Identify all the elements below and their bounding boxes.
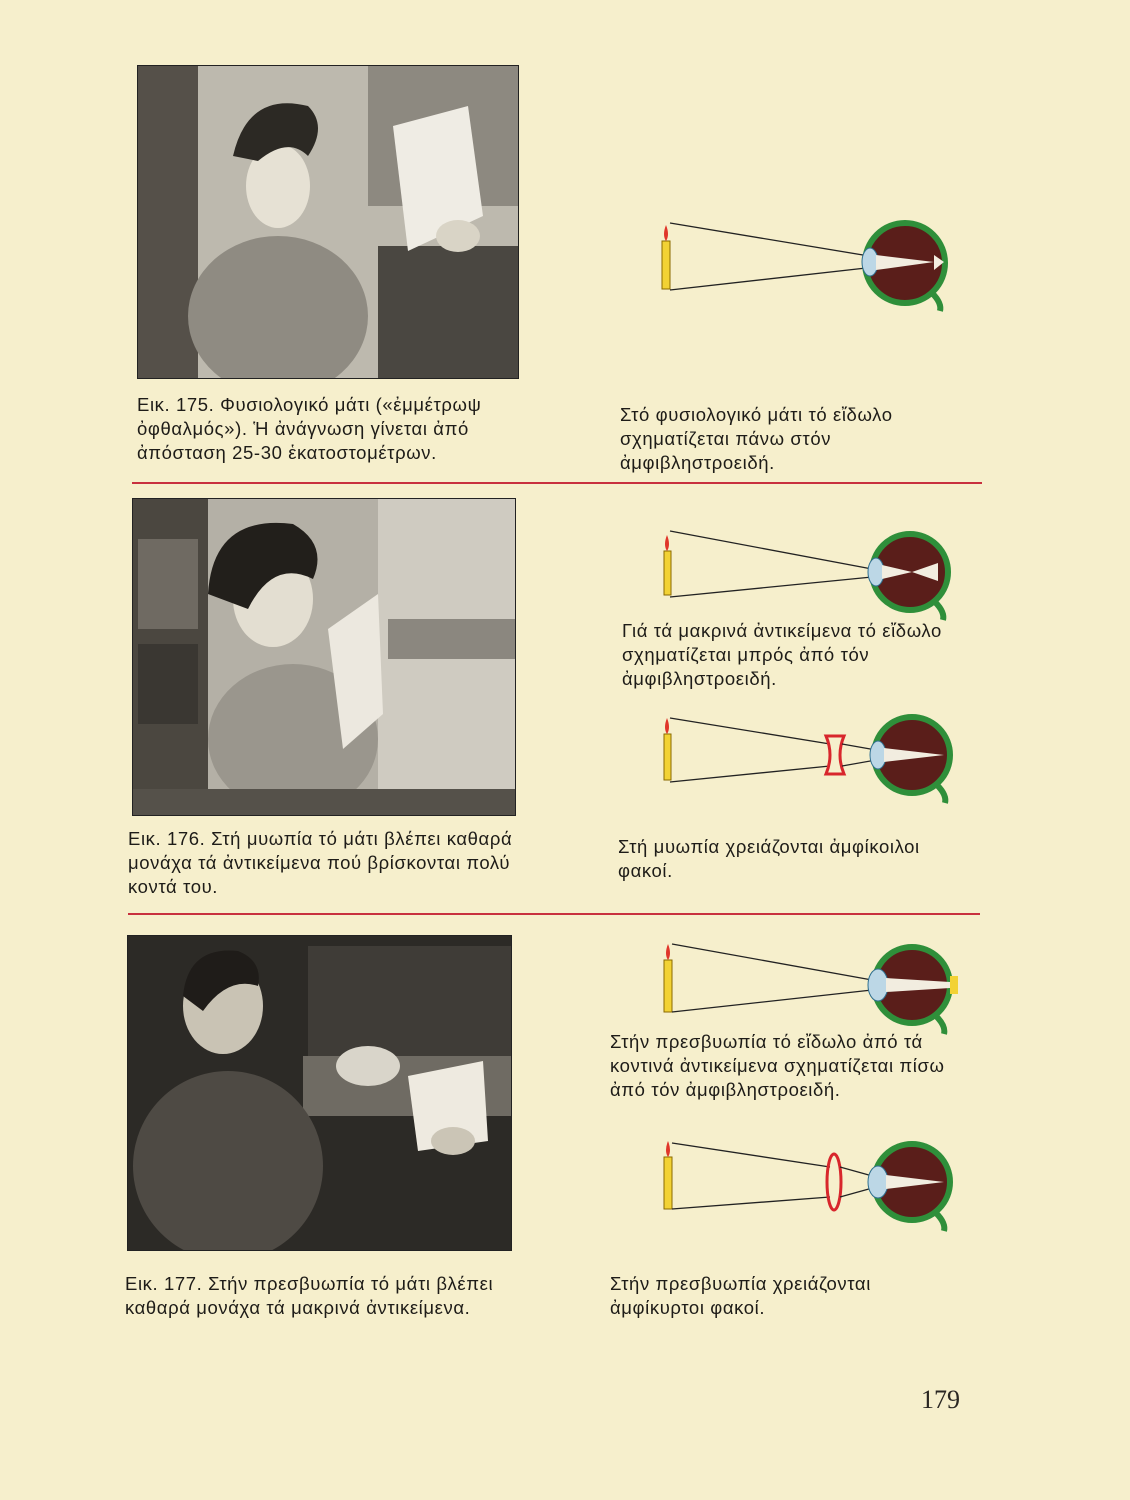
section-divider [132,482,982,484]
concave-lens [826,736,844,774]
photo-man-reading-presbyopia [127,935,512,1251]
diagram-presbyopia-convex-lens [650,1135,960,1235]
diagram-normal-eye [650,215,960,315]
eye-lens [868,558,884,586]
description-presbyopia-near: Στήν πρεσβυωπία τό εἴδωλο ἀπό τά κοντινά ἀντικείμενα σχηματίζεται πίσω ἀπό τόν ἀμφιβληστροειδή. [610,1031,945,1100]
eye-lens [870,741,886,769]
description-presbyopia-lens: Στήν πρεσβυωπία χρειάζονται ἀμφίκυρτοι φακοί. [610,1273,871,1318]
eye-lens [868,969,888,1001]
caption-fig175: Εικ. 175. Φυσιολογικό μάτι («ἐμμέτρωψ ὀφθαλμός»). Ἡ ἀνάγνωση γίνεται ἀπό ἀπόσταση 25-30 ἑκατοστομέτρων. [137,394,482,463]
candle-flame [666,1141,670,1157]
page-number: 179 [921,1385,960,1414]
candle-flame [665,718,669,734]
section-divider [128,913,980,915]
photo-woman-reading-normal [137,65,519,379]
photo-man-reading-presbyopia-art [128,936,511,1250]
diagram-myopia-far-object [650,525,960,625]
candle [662,241,670,289]
candle [664,960,672,1012]
photo-woman-reading-normal-art [138,66,518,378]
convex-lens [827,1154,841,1210]
photo-woman-reading-myopia-art [133,499,515,815]
candle-flame [665,535,669,551]
caption-fig176: Εικ. 176. Στή μυωπία τό μάτι βλέπει καθαρά μονάχα τά ἀντικείμενα πού βρίσκονται πολύ κοντά του. [128,828,513,897]
eye-lens [862,248,878,276]
candle-flame [666,944,670,960]
candle [664,1157,672,1209]
candle [664,551,671,595]
description-normal-eye: Στό φυσιολογικό μάτι τό εἴδωλο σχηματίζεται πάνω στόν ἀμφιβληστροειδή. [620,404,893,473]
description-myopia-lens: Στή μυωπία χρειάζονται ἀμφίκοιλοι φακοί. [618,836,920,881]
caption-fig177: Εικ. 177. Στήν πρεσβυωπία τό μάτι βλέπει καθαρά μονάχα τά μακρινά ἀντικείμενα. [125,1273,494,1318]
photo-woman-reading-myopia [132,498,516,816]
eye-lens [868,1166,888,1198]
candle-flame [664,225,668,241]
candle [664,734,671,780]
diagram-presbyopia-near-object [650,938,970,1038]
diagram-myopia-concave-lens [650,708,960,808]
description-myopia-far: Γιά τά μακρινά ἀντικείμενα τό εἴδωλο σχηματίζεται μπρός ἀπό τόν ἀμφιβληστροειδή. [622,620,942,689]
